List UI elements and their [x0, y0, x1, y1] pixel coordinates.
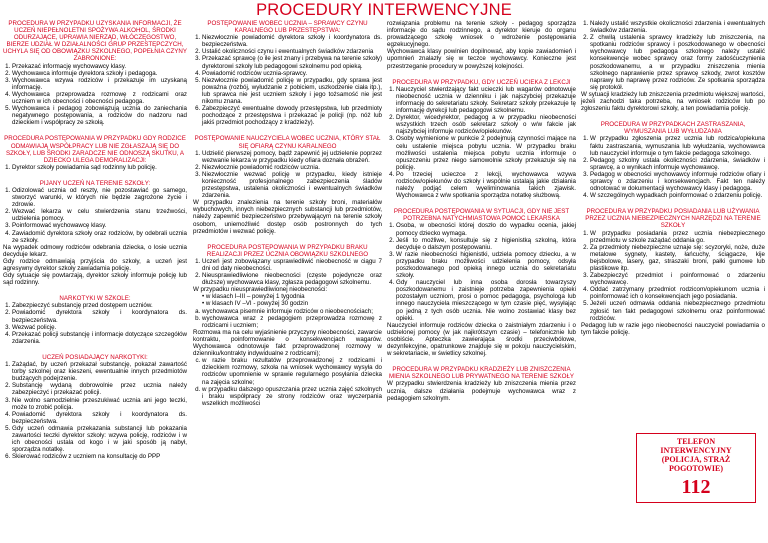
paragraph: Nauczyciel informuje rodziców dziecka o zaistniałym zdarzeniu i o udzielonej pomocy (w jak najkrótszym czasie) – telefonicznie lub osobiście. Apteczka zawierająca środki przeciwbólowe, dezynfekcyjne, opatrunkowe znajduje się w pokoju nauczycielskim, w sekretariacie, w świetlicy szkolnej. — [387, 321, 576, 358]
list-item: 1. Zażądać, by uczeń przekazał substancję, pokazał zawartość torby szkolnej oraz kieszeni, ewentualnie innych przedmiotów budzących podejrzenie. — [12, 361, 187, 382]
list-item: 4. W szczególnych wypadkach poinformować o zdarzeniu policję. — [590, 192, 765, 199]
list-item: 4. Powiadomić dyrektora szkoły i koordynatora ds. bezpieczeństwa. — [12, 411, 187, 425]
section-heading: PROCEDURA W PRZYPADKU UZYSKANIA INFORMACJI, ŻE UCZEŃ NIEPEŁNOLETNI SPOŻYWA ALKOHOL, ŚRODKI ODURZAJĄCE, UPRAWIA NIERZĄD, WŁÓCZĘGOSTWO, BIERZE UDZIAŁ W DZIAŁALNOŚCI GRUP PRZESTĘPCZYCH, UCHYLA SIĘ OD OBOWIĄZKU SZKOLNEGO, POPEŁNIA CZYNY ZABRONIONE: — [3, 20, 187, 63]
list-item: 5. Jeżeli uczeń odmawia oddania niebezpiecznego przedmiotu zgłosić ten fakt pedagogowi szkolnemu oraz poinformować rodziców. — [590, 300, 765, 321]
column-4 — [581, 20, 765, 336]
numbered-list — [3, 361, 187, 460]
paragraph: Pedagog lub w razie jego nieobecności nauczyciel powiadamia o tym fakcie policję. — [581, 321, 765, 336]
paragraph: rozwiązania problemu na terenie szkoły - pedagog sporządza informacje do sądu rodzinnego, a dyrektor kieruje do organu prowadzącego szkołę wniosek o wdrożenie postępowania egzekucyjnego. — [387, 20, 576, 49]
list-item: 2. Wezwać lekarza w celu stwierdzenia stanu trzeźwości, udzielenia pomocy. — [12, 208, 187, 222]
paragraph: Na wypadek odmowy rodziców odebrania dziecka, o losie ucznia decyduje lekarz. — [3, 243, 187, 258]
list-item: 3. Przekazać sprawcę (o ile jest znany i przebywa na terenie szkoły) dyrektorowi szkoły lub pedagogowi szkolnemu pod opieką. — [202, 55, 382, 69]
numbered-list — [3, 63, 187, 127]
list-item: 1. Nauczyciel stwierdzający fakt ucieczki lub wagarów odnotowuje nieobecność ucznia w dzienniku i jak najszybciej przekazuje informację do sekretariatu szkoły. Sekretarz szkoły przekazuje tę informację dyrekcji lub pedagogowi szkolnemu. — [396, 86, 576, 114]
paragraph: W przypadku znalezienia na terenie szkoły broni, materiałów wybuchowych, innych niebezpiecznych substancji lub przedmiotów, należy zapewnić bezpieczeństwo przebywającym na terenie szkoły osobom, uniemożliwić dostęp osób postronnych do tych przedmiotów i wezwać policję. — [193, 199, 382, 235]
paragraph: Rozmowa ma na celu wyjaśnienie przyczyny nieobecności, zawarcie kontraktu, poinformowanie o konsekwencjach wagarów. Wychowawca odnotowuje fakt przeprowadzonej rozmowy w dzienniku/kontrakty indywidualne z rodzicami); — [193, 328, 382, 358]
section-heading: PROCEDURA W PRZYPADKU POSIADANIA LUB UŻYWANIA PRZEZ UCZNIA NIEBEZPIECZNYCH NARZĘDZI NA TERENIE SZKOŁY — [585, 208, 761, 230]
list-item: 3. Wezwać policję. — [12, 324, 187, 331]
list-item-text: w klasach IV –VI - powyżej 30 godzin — [205, 300, 309, 308]
column-3 — [387, 20, 576, 402]
list-item: 4. Powiadomić rodziców ucznia-sprawcy. — [202, 70, 382, 77]
emergency-phone-box — [636, 433, 756, 503]
list-item-text: w klasach I–III – powyżej 1 tygodnia — [205, 293, 305, 301]
list-item: 2. Substancję wydaną dobrowolnie przez ucznia należy zabezpieczyć i przekazać policji. — [12, 382, 187, 396]
emergency-phone-number: 112 — [681, 476, 711, 498]
list-item: 1. Należy ustalić wszystkie okoliczności zdarzenia i ewentualnych świadków zdarzenia. — [590, 20, 765, 34]
list-item: 2. Nieusprawiedliwione nieobecności (częste pojedyncze oraz dłuższe) wychowawca klasy, zgłasza pedagogowi szkolnemu. — [202, 272, 382, 286]
list-item: 2. Jeśli to możliwe, konsultuje się z higienistką szkolną, która decyduje o dalszym postępowaniu. — [396, 237, 576, 251]
section-heading: POSTĘPOWANIE WOBEC UCZNIA – SPRAWCY CZYNU KARALNEGO LUB PRZESTĘPSTWA: — [207, 20, 368, 35]
column-1 — [3, 20, 187, 460]
section-heading: POSTĘPOWANIE NAUCZYCIELA WOBEC UCZNIA, KTÓRY STAŁ SIĘ OFIARĄ CZYNU KARALNEGO — [194, 135, 381, 150]
paragraph: W sytuacji kradzieży lub zniszczenia przedmiotu większej wartości, jeżeli zachodzi taka potrzeba, na wniosek rodziców lub po zgłoszeniu faktu dyrektorowi szkoły, a ten powiadamia policję. — [581, 90, 765, 113]
page-title: PROCEDURY INTERWENCYJNE — [256, 1, 512, 19]
list-item: 2. Ustalić okoliczności czynu i ewentualnych świadków zdarzenia — [202, 48, 382, 55]
numbered-list — [193, 258, 382, 286]
paragraph: W przypadku stwierdzenia kradzieży lub zniszczenia mienia przez ucznia, dalsze działania podejmuje wychowawca wraz z pedagogiem szkolnym. — [387, 380, 576, 402]
list-item: 1. Udzielić pierwszej pomocy, bądź zapewnić jej udzielenie poprzez wezwanie lekarza w przypadku kiedy ofiara doznała obrażeń. — [202, 150, 382, 164]
numbered-list — [193, 150, 382, 200]
list-item: 4. Po trzeciej ucieczce z lekcji, wychowawca wzywa rodziców/opiekunów do szkoły i wspólnie ustalają jakie działania należy podjąć celem wyeliminowania takich zjawisk. Wychowawca z w/w spotkania sporządza notatkę służbową. — [396, 171, 576, 199]
list-item: 1. W przypadku posiadania przez ucznia niebezpiecznego przedmiotu w szkole zażądać oddania go. — [590, 230, 765, 244]
list-item: 1. Przekazać informację wychowawcy klasy. — [12, 63, 187, 70]
section-heading: PROCEDURA POSTĘPOWANIA W PRZYPADKU GDY RODZICE ODMAWIAJĄ WSPÓŁPRACY LUB NIE ZGŁASZAJĄ SIĘ DO SZKOŁY, LUB ŚRODKI ZARADCZE NIE ODNOSZĄ SKUTKU, A DZIECKO ULEGA DEMORALIZACJI: — [4, 135, 186, 164]
list-item: 3. Zabezpieczyć przedmiot i poinformować o zdarzeniu wychowawcę. — [590, 272, 765, 286]
list-item: 2. Z chwilą ustalenia sprawcy kradzieży lub zniszczenia, na spotkaniu rodziców sprawcy i poszkodowanego w obecności wychowawcy lub pedagoga szkolnego należy ustalić konsekwencje wobec sprawcy oraz formy zadośćuczynienia poszkodowanemu, a w przypadku zniszczenia mienia szkolnego naprawienie przez sprawcę szkody, zwrot kosztów naprawy lub naprawę przez rodziców. Ze spotkania sporządza się protokół. — [590, 34, 765, 91]
section-heading: UCZEŃ POSIADAJĄCY NARKOTYKI: — [42, 353, 148, 361]
emergency-phone-title: TELEFON INTERWENCYJNY (POLICJA, STRAŻ POGOTOWIE) — [660, 437, 732, 473]
list-item: 3. Nie wolno samodzielnie przeszukiwać ucznia ani jego teczki, może to zrobić policja. — [12, 397, 187, 411]
numbered-list — [581, 230, 765, 322]
numbered-list — [581, 135, 765, 199]
paragraph: Gdy sytuacje się powtarzają, dyrektor szkoły informuje policję lub sąd rodzinny. — [3, 272, 187, 287]
list-item: 2. Powiadomić dyrektora szkoły i koordynatora ds. bezpieczeństwa. — [12, 309, 187, 323]
paragraph: Gdy rodzice odmawiają przyjścia do szkoły, a uczeń jest agresywny dyrektor szkoły zawiadamia policję. — [3, 257, 187, 272]
list-item: 3. Pedagog w obecności wychowawcy informuje rodziców ofiary i sprawcy o zdarzeniu i konsekwencjach. Fakt ten należy odnotować w dokumentacji wychowawcy klasy i pedagoga. — [590, 171, 765, 192]
list-item: 2. Dyrektor, wicedyrektor, pedagog a w przypadku nieobecności wszystkich trzech osób sekretarz szkoły o w/w fakcie jak najszybciej informuje rodziców/opiekunów. — [396, 114, 576, 135]
paragraph: Wychowawca klasy powinien dopilnować, aby kopie zawiadomień i upomnień znalazły się w teczce wychowawcy. Konieczne jest przestrzeganie procedury w powyższej kolejności. — [387, 48, 576, 70]
lettered-list — [193, 357, 382, 407]
list-item: 2. Niezwłocznie powiadomić rodziców ucznia. — [202, 164, 382, 171]
list-item: 4. Gdy nauczyciel lub inna osoba dorosła towarzyszy poszkodowanemu i zaistnieje potrzeba zapewnienia opieki pozostałym uczniom, prosi o pomoc pedagoga, psychologa lub innego nauczyciela mieszczącego w tym czasie pięć, wysyłając po jedną z tych osób ucznia. Nie wolno zostawiać klasy bez opieki. — [396, 279, 576, 322]
column-2 — [193, 20, 382, 407]
list-item: 3. Poinformować wychowawcę klasy. — [12, 222, 187, 229]
section-heading: PROCEDURA W PRZYPADKACH ZASTRASZANIA, WYMUSZANIA LUB WYŁUDZANIA — [600, 121, 746, 136]
list-item: 1. Niezwłocznie powiadomić dyrektora szkoły i koordynatora ds. bezpieczeństwa. — [202, 34, 382, 48]
list-item: 1. Odizolować ucznia od reszty, nie pozostawiać go samego, stworzyć warunki, w których nie będzie zagrożone życie i zdrowie. — [12, 187, 187, 208]
numbered-list — [387, 222, 576, 321]
numbered-list — [581, 20, 765, 91]
list-item: 2. Wychowawca informuje dyrektora szkoły i pedagoga. — [12, 70, 187, 77]
lettered-list — [193, 308, 382, 329]
list-item: 1. Uczeń jest zobowiązany usprawiedliwić nieobecność w ciągu 7 dni od daty nieobecności. — [202, 258, 382, 272]
section-heading: PIJANY UCZEŃ NA TERENIE SZKOŁY: — [39, 179, 151, 187]
numbered-list — [193, 34, 382, 126]
list-item: 3. Niezwłocznie wezwać policję w przypadku, kiedy istnieje konieczność profesjonalnego zabezpieczenia śladów przestępstwa, ustalenia okoliczności i ewentualnych świadków zdarzenia. — [202, 171, 382, 199]
list-item: 5. Gdy uczeń odmawia przekazania substancji lub pokazania zawartości teczki dyrektor szkoły: wzywa policję, rodziców i w ich obecności ustala od kogo i w jaki sposób ją nabył, sporządza notatkę. — [12, 425, 187, 453]
section-heading: NARKOTYKI W SZKOLE: — [59, 295, 131, 303]
list-item: 1. Osoba, w obecności której doszło do wypadku ocenia, jakiej pomocy dziecko wymaga. — [396, 222, 576, 236]
list-item: d. w przypadku dalszego opuszczania przez ucznia zajęć szkolnych i braku współpracy ze strony rodziców oraz wyczerpania wszelkich możliwości — [202, 386, 382, 407]
list-item: 1. Dyrektor szkoły powiadamia sąd rodzinny lub policję. — [12, 164, 187, 171]
list-item: 2. Pedagog szkolny ustala okoliczności zdarzenia, świadków i sprawcę, a o wynikach informuje wychowawcę. — [590, 157, 765, 171]
paragraph: W przypadku nieusprawiedliwionej nieobecności: — [193, 286, 328, 294]
list-item: 5. Wychowawca i pedagog zobowiązują ucznia do zaniechania negatywnego postępowania, a rodziców do nadzoru nad dzieckiem i współpracy ze szkołą. — [12, 105, 187, 126]
list-item: a. wychowawca pisemnie informuje rodziców o nieobecnościach; — [202, 308, 382, 315]
list-item: 4. Wychowawca przeprowadza rozmowę z rodzicami oraz uczniem w ich obecności i obecności pedagoga. — [12, 91, 187, 105]
list-item: c. w razie braku rezultatów przeprowadzonej z rodzicami i dzieckiem rozmowy, szkoła na wniosek wychowawcy wysyła do rodziców upomnienie w sprawie regularnego posyłania dziecka na zajęcia szkolne; — [202, 357, 382, 385]
section-heading: PROCEDURA W PRZYPADKU KRADZIEŻY LUB ZNISZCZENIA MIENIA SZKOLNEGO LUB PRYWATNEGO NA TERENIE SZKOŁY — [388, 366, 575, 381]
list-item: 6. Skierować rodziców z uczniem na konsultację do PPP — [12, 453, 187, 460]
list-item: 3. Wychowawca wzywa rodziców i przekazuje im uzyskaną informację. — [12, 77, 187, 91]
list-item: 2. Za przedmioty niebezpieczne uznaje się: scyzoryki, noże, duże metalowe sygnety, kastety, łańcuchy, ściągacze, kije bejsbolowe, lasery, gaz, straszaki broni, pałki gumowe lub plastikowe itp. — [590, 244, 765, 272]
list-item: 4. Przekazać policji substancję i informacje dotyczące szczegółów zdarzenia. — [12, 331, 187, 345]
list-item: 6. Zabezpieczyć ewentualne dowody przestępstwa, lub przedmioty pochodzące z przestępstwa i przekazać je policji (np. nóż lub jakiś przedmiot pochodzący z kradzieży). — [202, 105, 382, 126]
list-item: 4. Zawiadomić dyrektora szkoły oraz rodziców, by odebrali ucznia ze szkoły. — [12, 230, 187, 244]
bullet-list — [193, 293, 382, 307]
numbered-list — [3, 187, 187, 244]
list-item: 1. Zabezpieczyć substancję przed dostępem uczniów. — [12, 302, 187, 309]
list-item: 4. Oddać zatrzymany przedmiot rodzicom/opiekunom ucznia i poinformować ich o konsekwencjach jego posiadania. — [590, 286, 765, 300]
numbered-list — [3, 302, 187, 345]
numbered-list — [387, 86, 576, 200]
list-item: • w klasach IV –VI - powyżej 30 godzin — [202, 300, 309, 308]
section-heading: PROCEDURA POSTĘPOWANIA W PRZYPADKU BRAKU REALIZACJI PRZEZ UCZNIA OBOWIĄZKU SZKOLNEGO — [206, 243, 369, 258]
section-heading: PROCEDURA POSTĘPOWANIA W SYTUACJI, GDY NIE JEST POTRZEBNA NATYCHMIASTOWA POMOC LEKARSKA — [393, 208, 570, 223]
list-item: 1. W przypadku zgłoszenia przez ucznia lub rodzica/opiekuna faktu zastraszania, wymuszania lub wyłudzania, wychowawca lub nauczyciel informuje o tym fakcie pedagoga szkolnego. — [590, 135, 765, 156]
list-item: 3. Osoby wymienione w punkcie 2 podejmują czynności mające na celu ustalenie miejsca pobytu ucznia. W przypadku braku możliwości ustalenia miejsca pobytu ucznia informuje o opuszczeniu przez niego samowolnie szkoły przekazuje się na policję. — [396, 135, 576, 170]
section-heading: PROCEDURA W PRZYPADKU, GDY UCZEŃ UCIEKA Z LEKCJI — [392, 78, 571, 86]
list-item: b. wychowawca wraz z pedagogiem przeprowadza rozmowę z rodzicami i uczniem; — [202, 315, 382, 329]
list-item: 5. Niezwłocznie powiadomić policję w przypadku, gdy sprawa jest poważna (rozbój, wyłudzanie z pobiciem, uszkodzenie ciała itp.), lub sprawca nie jest uczniem szkoły i jego tożsamość nie jest nikomu znana. — [202, 77, 382, 105]
list-item: 3. W razie nieobecności higienistki, udziela pomocy dziecku, a w przypadku braku możliwości udzielenia pomocy, odsyła poszkodowanego pod opieką innego ucznia do sekretariatu szkoły. — [396, 251, 576, 279]
numbered-list — [3, 164, 187, 171]
list-item: • w klasach I–III – powyżej 1 tygodnia — [202, 293, 305, 301]
